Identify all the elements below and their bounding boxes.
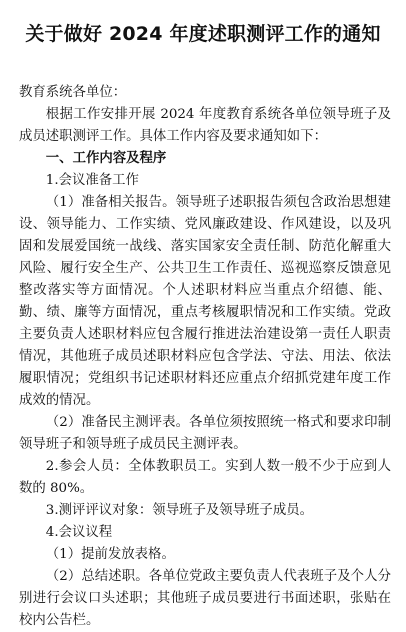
paragraph-evaluation-form: （2）准备民主测评表。各单位须按照统一格式和要求印制领导班子和领导班子成员民主测评表。	[19, 415, 391, 452]
document-body	[19, 82, 391, 632]
document-title: 关于做好 2024 年度述职测评工作的通知	[25, 23, 381, 45]
section-heading: 一、工作内容及程序	[45, 151, 167, 166]
item-heading: 1.会议准备工作	[45, 173, 139, 188]
intro-paragraph: 根据工作安排开展 2024 年度教育系统各单位领导班子及成员述职测评工作。具体工作内容及要求通知如下：	[19, 107, 391, 144]
paragraph-attendees: 2.参会人员：全体教职员工。实到人数一般不少于应到人数的 80%。	[19, 459, 391, 496]
paragraph-reports: （1）准备相关报告。领导班子述职报告须包含政治思想建设、领导能力、工作实绩、党风廉政建设、作风建设，以及巩固和发展爱国统一战线、落实国家安全责任制、防范化解重大风险、履行安全生产、公共卫生工作责任、巡视巡察反馈意见整改落实等方面情况。个人述职材料应当重点介绍德、能、勤、绩、廉等方面情况，重点考核履职情况和工作实绩。党政主要负责人述职材料应包含履行推进法治建设第一责任人职责情况，其他班子成员述职材料应包含学法、守法、用法、依法履职情况；党组织书记述职材料还应重点介绍抓党建年度工作成效的情况。	[19, 195, 391, 408]
paragraph-distribute-forms: （1）提前发放表格。	[45, 547, 175, 562]
item-heading: 4.会议议程	[45, 525, 113, 540]
salutation: 教育系统各单位：	[19, 85, 127, 100]
paragraph-summary-report: （2）总结述职。各单位党政主要负责人代表班子及个人分别进行会议口头述职；其他班子成员要进行书面述职，张贴在校内公告栏。	[19, 569, 391, 628]
paragraph-evaluation-targets: 3.测评评议对象：领导班子及领导班子成员。	[45, 503, 313, 518]
